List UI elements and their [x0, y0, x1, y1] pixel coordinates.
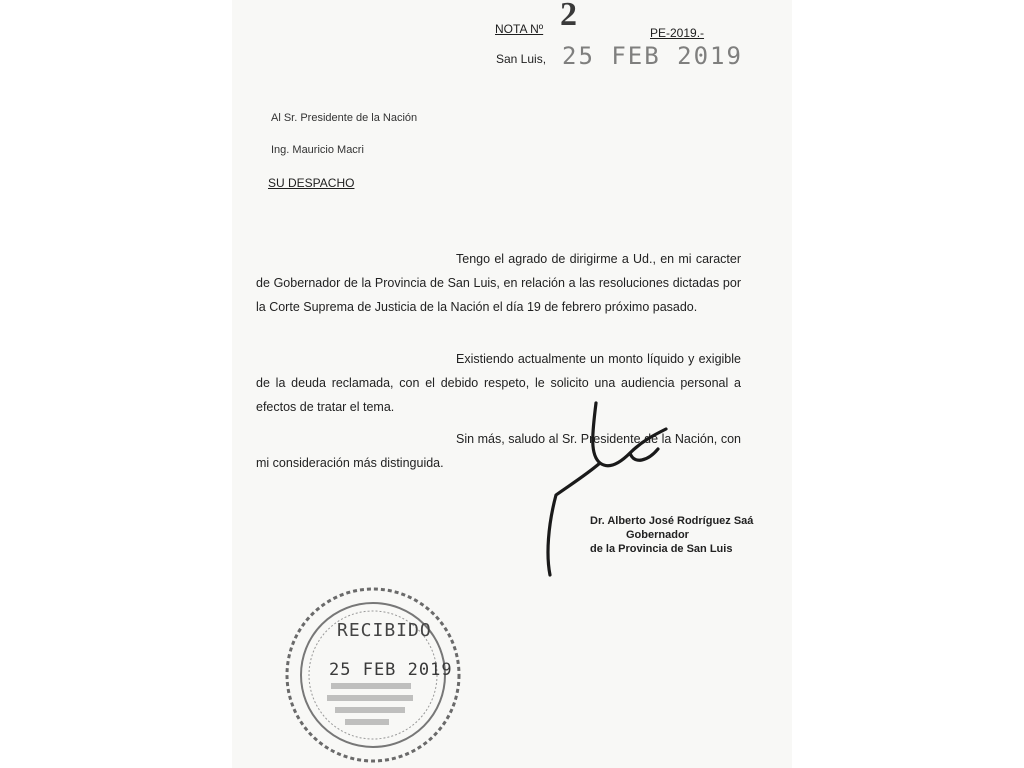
recipient-line-3: SU DESPACHO	[268, 176, 355, 190]
paragraph-1-start: Tengo el agrado de dirigirme a Ud., en mi	[456, 252, 692, 266]
recipient-line-1: Al Sr. Presidente de la Nación	[271, 112, 418, 124]
seal-label: RECIBIDO	[337, 620, 432, 641]
signer-province: de la Provincia de San Luis	[590, 543, 733, 555]
signature-block	[590, 514, 753, 556]
seal-date: 25 FEB 2019	[329, 660, 453, 680]
paragraph-3-rest: Nación, con mi consideración más distinguida.	[256, 432, 741, 470]
paragraph-1	[256, 247, 741, 319]
place-label: San Luis,	[496, 52, 547, 66]
signer-title: Gobernador	[626, 529, 689, 541]
recipient-line-2: Ing. Mauricio Macri	[271, 144, 364, 156]
nota-number: 2	[560, 0, 577, 33]
paragraph-2-rest: exigible de la deuda reclamada, con el debido respeto, le solicito una audiencia personal a efectos de tratar el tema.	[256, 352, 741, 414]
nota-label: NOTA Nº	[495, 22, 544, 36]
paragraph-1-rest: caracter de Gobernador de la Provincia de San Luis, en relación a las resoluciones dictadas por la Corte Suprema de Justicia de la Nación el día 19 de febrero próximo pasado.	[256, 252, 741, 314]
signer-name: Dr. Alberto José Rodríguez Saá	[590, 515, 754, 527]
nota-suffix: PE-2019.-	[650, 26, 705, 40]
date-stamp: 25 FEB 2019	[562, 42, 743, 70]
paragraph-3-start: Sin más, saludo al Sr. Presidente de la	[456, 432, 672, 446]
paragraph-2-start: Existiendo actualmente un monto líquido y	[456, 352, 695, 366]
